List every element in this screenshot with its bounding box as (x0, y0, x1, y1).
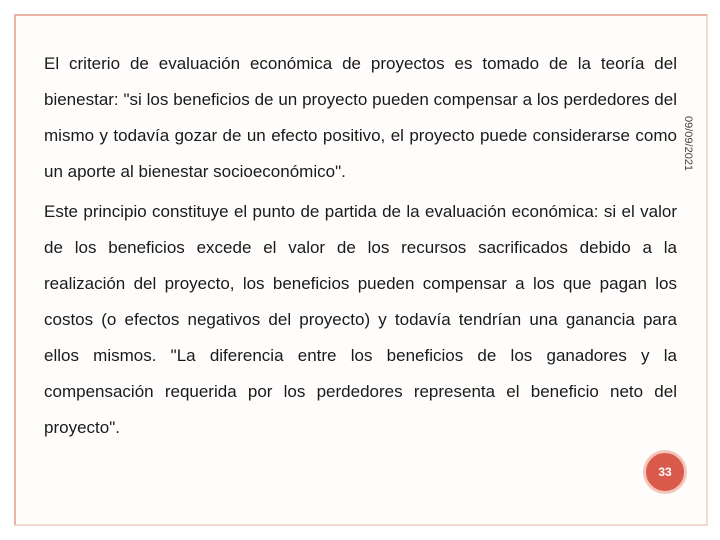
slide-date: 09/09/2021 (682, 116, 694, 172)
paragraph-principle: Este principio constituye el punto de partida de la evaluación económica: si el valor de los beneficios excede el valor de los recursos sacrificados debido a la realización del proyecto, los beneficios pueden compensar a los que pagan los costos (o efectos negativos del proyecto) y todavía tendrían una ganancia para ellos mismos. "La diferencia entre los beneficios de los ganadores y la compensación requerida por los perdedores representa el beneficio neto del proyecto". (44, 202, 677, 437)
slide-content (44, 46, 677, 446)
paragraph-welfare-criterion: El criterio de evaluación económica de proyectos es tomado de la teoría del bienestar: "si los beneficios de un proyecto pueden compensar a los perdedores del mismo y todavía gozar de un efecto positivo, el proyecto puede considerarse como un aporte al bienestar socioeconómico". (44, 54, 677, 181)
page-number-badge: 33 (643, 450, 687, 494)
